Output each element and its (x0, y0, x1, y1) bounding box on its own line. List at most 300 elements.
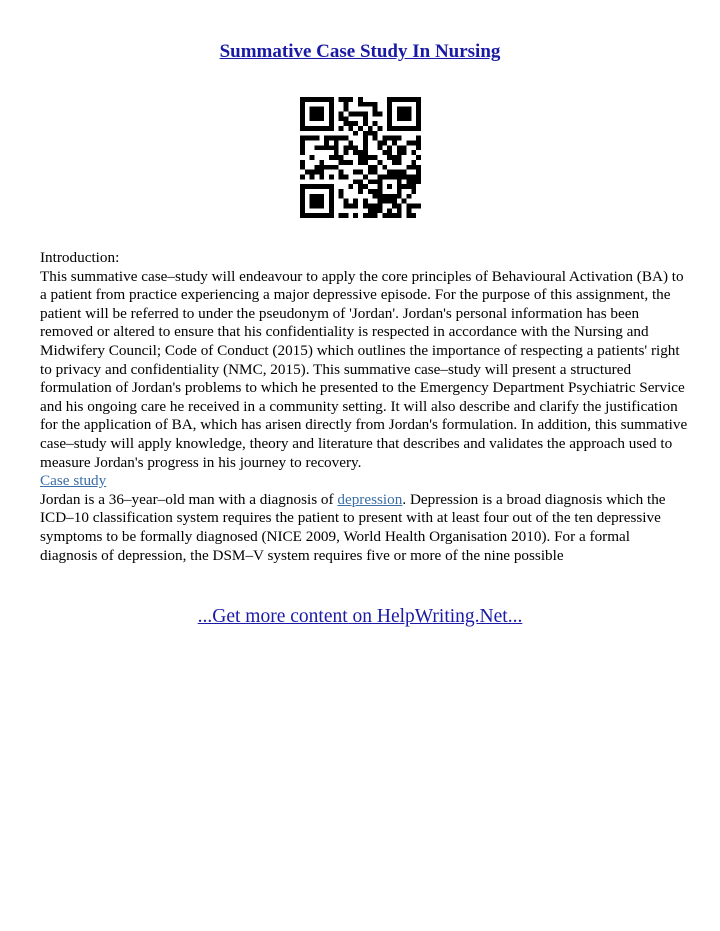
qr-module (329, 194, 334, 199)
qr-module (344, 107, 349, 112)
qr-module (387, 174, 392, 179)
qr-module (402, 107, 407, 112)
qr-module (353, 199, 358, 204)
qr-module (373, 121, 378, 126)
qr-module (329, 155, 334, 160)
qr-module (319, 107, 324, 112)
qr-module (315, 184, 320, 189)
qr-module (300, 194, 305, 199)
qr-module (344, 121, 349, 126)
qr-module (300, 165, 305, 170)
qr-module (387, 199, 392, 204)
qr-module (368, 126, 373, 131)
case-paragraph (40, 491, 688, 565)
qr-module (387, 112, 392, 117)
qr-module (363, 131, 368, 136)
qr-module (397, 116, 402, 121)
case-text-after: . Depression is a broad diagnosis which the ICD–10 classification system requires the patient to present with at least four out of the ten depressive symptoms to be formally diagnosed (NICE 2009, World Health Organisation 2010). For a formal diagnosis of depression, the DSM–V system requires five or more of the nine possible (40, 490, 666, 564)
qr-module (416, 112, 421, 117)
qr-module (402, 112, 407, 117)
qr-module (329, 102, 334, 107)
qr-module (305, 184, 310, 189)
qr-module (315, 112, 320, 117)
qr-module (363, 203, 368, 208)
qr-module (402, 174, 407, 179)
qr-module (339, 136, 344, 141)
qr-module (300, 150, 305, 155)
qr-module (363, 155, 368, 160)
qr-module (373, 112, 378, 117)
qr-module (377, 126, 382, 131)
qr-module (310, 203, 315, 208)
qr-module (392, 141, 397, 146)
qr-module (382, 199, 387, 204)
title-link[interactable]: Summative Case Study In Nursing (219, 41, 501, 62)
qr-module (339, 213, 344, 218)
qr-module (315, 203, 320, 208)
qr-module (373, 208, 378, 213)
qr-module (411, 126, 416, 131)
qr-module (300, 141, 305, 146)
qr-module (373, 155, 378, 160)
page-title (0, 40, 720, 64)
qr-module (348, 184, 353, 189)
qr-module (339, 155, 344, 160)
qr-module (334, 150, 339, 155)
qr-module (300, 136, 305, 141)
qr-module (387, 150, 392, 155)
qr-module (363, 112, 368, 117)
qr-module (300, 97, 305, 102)
qr-module (377, 112, 382, 117)
case-study-heading (40, 472, 688, 491)
qr-module (348, 203, 353, 208)
qr-module (363, 199, 368, 204)
qr-module (373, 131, 378, 136)
qr-module (411, 179, 416, 184)
qr-module (416, 170, 421, 175)
qr-module (416, 102, 421, 107)
qr-module (363, 136, 368, 141)
qr-module (402, 116, 407, 121)
qr-module (310, 199, 315, 204)
qr-module (344, 213, 349, 218)
qr-module (397, 145, 402, 150)
qr-module (397, 194, 402, 199)
qr-module (329, 136, 334, 141)
qr-module (348, 112, 353, 117)
more-content (0, 605, 720, 629)
qr-module (363, 145, 368, 150)
qr-module (358, 170, 363, 175)
qr-module (348, 160, 353, 165)
qr-module (305, 97, 310, 102)
qr-module (387, 155, 392, 160)
intro-heading: Introduction: (40, 249, 120, 266)
qr-module (377, 174, 382, 179)
qr-module (334, 155, 339, 160)
qr-module (373, 165, 378, 170)
qr-module (406, 179, 411, 184)
qr-module (329, 126, 334, 131)
qr-module (416, 155, 421, 160)
qr-module (358, 112, 363, 117)
qr-module (416, 165, 421, 170)
qr-module (397, 174, 402, 179)
qr-module (319, 160, 324, 165)
qr-module (406, 184, 411, 189)
qr-module (310, 155, 315, 160)
case-study-link[interactable]: Case study (40, 472, 107, 490)
qr-module (300, 107, 305, 112)
qr-module (411, 203, 416, 208)
qr-module (300, 199, 305, 204)
qr-module (358, 102, 363, 107)
qr-module (368, 208, 373, 213)
qr-module (397, 150, 402, 155)
qr-module (319, 203, 324, 208)
qr-module (339, 97, 344, 102)
qr-module (377, 145, 382, 150)
qr-module (348, 126, 353, 131)
qr-module (406, 97, 411, 102)
qr-module (377, 179, 382, 184)
qr-module (315, 194, 320, 199)
qr-module (387, 145, 392, 150)
qr-module (373, 194, 378, 199)
qr-module (300, 116, 305, 121)
qr-module (300, 174, 305, 179)
qr-module (387, 97, 392, 102)
qr-module (315, 170, 320, 175)
qr-module (353, 131, 358, 136)
qr-module (377, 199, 382, 204)
qr-module (397, 203, 402, 208)
qr-module (324, 126, 329, 131)
qr-module (377, 208, 382, 213)
qr-module (373, 213, 378, 218)
qr-module (411, 141, 416, 146)
qr-module (310, 116, 315, 121)
qr-module (363, 150, 368, 155)
qr-module (416, 116, 421, 121)
qr-module (319, 165, 324, 170)
qr-module (300, 203, 305, 208)
qr-module (300, 126, 305, 131)
qr-module (310, 194, 315, 199)
qr-module (387, 107, 392, 112)
qr-module (353, 213, 358, 218)
qr-module (315, 97, 320, 102)
qr-module (382, 213, 387, 218)
qr-module (344, 160, 349, 165)
qr-module (382, 194, 387, 199)
qr-module (344, 136, 349, 141)
qr-module (315, 126, 320, 131)
qr-module (324, 97, 329, 102)
qr-module (416, 141, 421, 146)
qr-module (319, 199, 324, 204)
qr-module (373, 203, 378, 208)
qr-module (315, 116, 320, 121)
qr-module (329, 165, 334, 170)
case-text-before: Jordan is a 36–year–old man with a diagnosis of (40, 490, 338, 508)
qr-module (397, 155, 402, 160)
qr-module (368, 131, 373, 136)
qr-module (416, 174, 421, 179)
qr-module (305, 126, 310, 131)
qr-module (315, 213, 320, 218)
qr-module (329, 97, 334, 102)
qr-module (387, 194, 392, 199)
qr-module (358, 126, 363, 131)
qr-module (397, 213, 402, 218)
qr-module (411, 160, 416, 165)
qr-module (411, 213, 416, 218)
qr-module (377, 203, 382, 208)
qr-module (324, 213, 329, 218)
qr-module (319, 170, 324, 175)
intro-paragraph: This summative case–study will endeavour to apply the core principles of Behavioural Activation (BA) to a patient from practice experiencing a major depressive episode. For the purpose of this assignment, the patient will be referred to under the pseudonym of 'Jordan'. Jordan's personal information has been removed or altered to ensure that his confidentiality is respected in accordance with the Nursing and Midwifery Council; Code of Conduct (2015) which outlines the importance of respecting a patients' right to privacy and confidentiality (NMC, 2015). This summative case–study will present a structured formulation of Jordan's problems to which he presented to the Emergency Department Psychiatric Service and his ongoing care he received in a community setting. It will also describe and clarify the justification for the application of BA, which has arisen directly from Jordan's formulation. In addition, this summative case–study will apply knowledge, theory and literature that describes and validates the approach used to measure Jordan's progress in his journey to recovery. (40, 267, 688, 471)
qr-module (392, 174, 397, 179)
qr-module (411, 174, 416, 179)
qr-module (402, 184, 407, 189)
qr-module (397, 112, 402, 117)
qr-module (339, 112, 344, 117)
qr-module (353, 121, 358, 126)
qr-module (339, 126, 344, 131)
qr-module (348, 97, 353, 102)
qr-module (377, 189, 382, 194)
qr-module (334, 145, 339, 150)
qr-module (305, 170, 310, 175)
qr-module (387, 126, 392, 131)
qr-module (397, 97, 402, 102)
qr-module (319, 184, 324, 189)
qr-module (348, 141, 353, 146)
qr-module (373, 107, 378, 112)
qr-module (387, 170, 392, 175)
qr-module (319, 97, 324, 102)
qr-module (406, 126, 411, 131)
qr-module (300, 121, 305, 126)
qr-module (397, 107, 402, 112)
qr-module (416, 97, 421, 102)
qr-module (353, 179, 358, 184)
qr-module (310, 107, 315, 112)
qr-module (329, 174, 334, 179)
qr-module (334, 141, 339, 146)
qr-module (392, 199, 397, 204)
qr-module (324, 184, 329, 189)
qr-module (363, 160, 368, 165)
qr-module (402, 97, 407, 102)
qr-module (344, 102, 349, 107)
qr-module (353, 203, 358, 208)
qr-module (358, 179, 363, 184)
qr-module (315, 107, 320, 112)
qr-module (392, 136, 397, 141)
qr-module (411, 97, 416, 102)
qr-module (377, 141, 382, 146)
qr-module (300, 208, 305, 213)
qr-module (339, 174, 344, 179)
qr-module (368, 102, 373, 107)
qr-module (402, 145, 407, 150)
qr-module (329, 145, 334, 150)
qr-module (406, 165, 411, 170)
qr-module (416, 203, 421, 208)
qr-module (344, 150, 349, 155)
qr-module (310, 126, 315, 131)
qr-module (329, 189, 334, 194)
qr-module (363, 213, 368, 218)
article-body (40, 249, 688, 565)
qr-module (363, 174, 368, 179)
qr-module (368, 170, 373, 175)
qr-module (319, 194, 324, 199)
qr-module (300, 184, 305, 189)
qr-module (392, 155, 397, 160)
qr-module (416, 126, 421, 131)
qr-module (310, 213, 315, 218)
qr-module (300, 160, 305, 165)
qr-module (310, 97, 315, 102)
qr-module (324, 165, 329, 170)
qr-module (387, 121, 392, 126)
qr-module (348, 121, 353, 126)
qr-module (392, 194, 397, 199)
qr-module (392, 170, 397, 175)
qr-module (382, 165, 387, 170)
qr-module (339, 194, 344, 199)
qr-module (373, 136, 378, 141)
qr-module (402, 126, 407, 131)
qr-module (329, 107, 334, 112)
qr-module (368, 189, 373, 194)
qr-module (392, 203, 397, 208)
qr-module (324, 141, 329, 146)
qr-module (416, 179, 421, 184)
qr-module (406, 194, 411, 199)
qr-module (315, 145, 320, 150)
qr-module (406, 141, 411, 146)
depression-link[interactable]: depression (337, 490, 403, 508)
qr-module (363, 184, 368, 189)
more-content-link[interactable]: ...Get more content on HelpWriting.Net... (197, 606, 523, 627)
qr-module (344, 199, 349, 204)
qr-module (392, 126, 397, 131)
qr-module (300, 112, 305, 117)
qr-module (310, 136, 315, 141)
qr-module (310, 170, 315, 175)
qr-module (387, 136, 392, 141)
qr-module (373, 179, 378, 184)
qr-module (310, 184, 315, 189)
qr-module (319, 174, 324, 179)
qr-module (339, 116, 344, 121)
qr-module (315, 199, 320, 204)
qr-module (411, 150, 416, 155)
qr-module (368, 179, 373, 184)
qr-module (300, 189, 305, 194)
qr-module (348, 145, 353, 150)
qr-module (324, 145, 329, 150)
qr-module (397, 179, 402, 184)
qr-module (382, 141, 387, 146)
qr-module (315, 136, 320, 141)
qr-module (387, 102, 392, 107)
qr-module (387, 213, 392, 218)
qr-module (363, 102, 368, 107)
qr-module (416, 136, 421, 141)
qr-module (300, 213, 305, 218)
qr-module (368, 155, 373, 160)
qr-module (368, 165, 373, 170)
qr-module (339, 189, 344, 194)
qr-code-icon (300, 97, 421, 218)
qr-module (373, 102, 378, 107)
qr-module (363, 116, 368, 121)
qr-module (402, 150, 407, 155)
qr-module (416, 145, 421, 150)
qr-module (382, 136, 387, 141)
qr-module (334, 136, 339, 141)
qr-module (402, 170, 407, 175)
qr-module (406, 203, 411, 208)
qr-module (416, 107, 421, 112)
qr-module (300, 102, 305, 107)
qr-module (368, 213, 373, 218)
qr-module (329, 184, 334, 189)
qr-module (411, 165, 416, 170)
qr-module (329, 121, 334, 126)
qr-module (344, 97, 349, 102)
qr-module (377, 160, 382, 165)
qr-module (406, 116, 411, 121)
qr-module (329, 203, 334, 208)
qr-module (358, 97, 363, 102)
qr-module (344, 174, 349, 179)
qr-module (363, 141, 368, 146)
qr-module (368, 203, 373, 208)
qr-module (329, 208, 334, 213)
qr-module (319, 116, 324, 121)
qr-module (324, 136, 329, 141)
qr-module (397, 184, 402, 189)
qr-module (382, 174, 387, 179)
qr-module (377, 184, 382, 189)
qr-module (339, 160, 344, 165)
qr-module (344, 203, 349, 208)
qr-module (397, 136, 402, 141)
qr-module (310, 174, 315, 179)
qr-module (358, 150, 363, 155)
qr-module (358, 155, 363, 160)
qr-module (353, 145, 358, 150)
qr-module (339, 170, 344, 175)
qr-module (397, 126, 402, 131)
qr-module (319, 213, 324, 218)
qr-module (392, 160, 397, 165)
qr-module (411, 189, 416, 194)
qr-module (406, 107, 411, 112)
qr-module (406, 112, 411, 117)
qr-module (344, 116, 349, 121)
qr-module (329, 213, 334, 218)
qr-module (387, 116, 392, 121)
qr-module (358, 160, 363, 165)
